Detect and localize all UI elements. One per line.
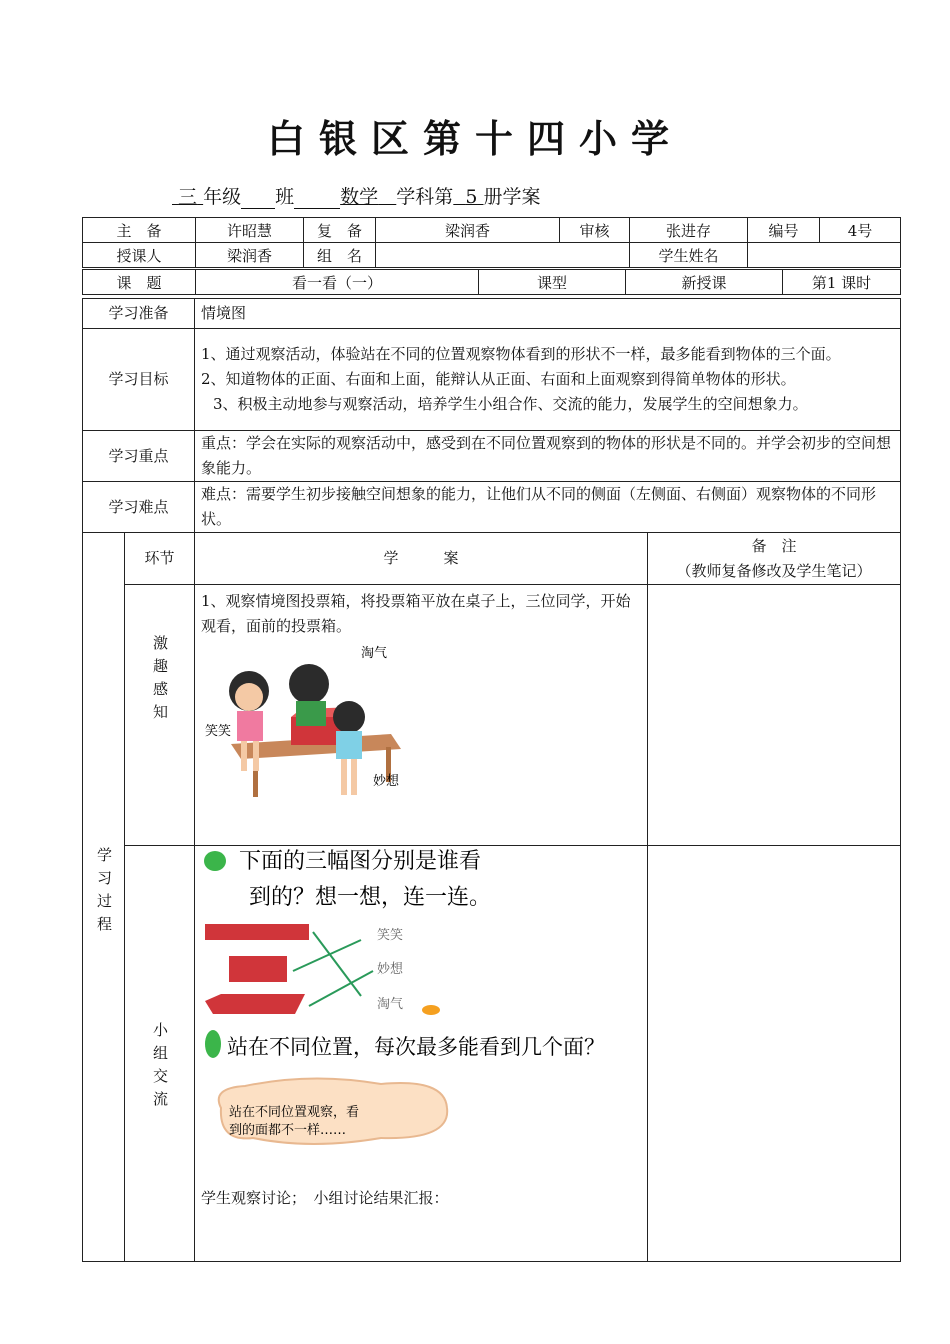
goals-list <box>195 329 901 431</box>
q1-line2: 到的？想一想，连一连。 <box>249 885 492 910</box>
goal-item: 3、积极主动地参与观察活动，培养学生小组合作、交流的能力，发展学生的空间想象力。 <box>213 395 808 413</box>
goal-item: 2、知道物体的正面、右面和上面，能辩认从正面、右面和上面观察到得简单物体的形状。 <box>201 370 796 388</box>
kexing-value: 新授课 <box>626 270 783 295</box>
col-note: 备 注 （教师复备修改及学生笔记） <box>648 533 901 585</box>
difficulty-label: 学习难点 <box>83 482 195 533</box>
front-view-icon <box>229 956 287 982</box>
prep-label: 学习准备 <box>83 299 195 329</box>
zuming-value <box>376 243 630 268</box>
kexing-label: 课型 <box>479 270 626 295</box>
q1-line1: 下面的三幅图分别是谁看 <box>239 849 482 874</box>
scene-illustration <box>201 639 641 809</box>
prep-value: 情境图 <box>195 299 901 329</box>
fubei-value: 梁润香 <box>376 218 560 243</box>
bubble-line1: 站在不同位置观察，看 <box>229 1105 360 1120</box>
stage2-label: 小组交流 <box>125 846 195 1262</box>
keshi-value: 第1 课时 <box>783 270 901 295</box>
process-label: 学习过程 <box>83 533 125 1262</box>
student-label: 学生姓名 <box>630 243 748 268</box>
page-title: 白银区第十四小学 <box>266 116 683 161</box>
name-taoqi: 淘气 <box>361 646 388 661</box>
goals-label: 学习目标 <box>83 329 195 431</box>
bianhao-label: 编号 <box>748 218 820 243</box>
stage2-content <box>195 846 648 1262</box>
bubble-line2: 到的面都不一样…… <box>229 1123 347 1138</box>
main-table <box>82 298 901 1262</box>
q2-text: 站在不同位置，每次最多能看到几个面？ <box>227 1035 606 1059</box>
name-xiaoxiao: 笑笑 <box>205 724 232 739</box>
key-label: 学习重点 <box>83 431 195 482</box>
col-stage: 环节 <box>125 533 195 585</box>
stage1-label: 激趣感知 <box>125 585 195 846</box>
keti-label: 课 题 <box>83 270 196 295</box>
zhubei-value: 许昭慧 <box>196 218 304 243</box>
fubei-label: 复 备 <box>304 218 376 243</box>
lesson-table <box>82 269 901 295</box>
zhubei-label: 主 备 <box>83 218 196 243</box>
stage1-note <box>648 585 901 846</box>
subject: 数学 <box>340 186 379 208</box>
grade: 三 <box>178 186 198 208</box>
bianhao-value: 4号 <box>820 218 901 243</box>
stage1-content <box>195 585 648 846</box>
col-plan: 学 案 <box>195 533 648 585</box>
shenhe-label: 审核 <box>560 218 630 243</box>
side-view-icon <box>205 994 305 1014</box>
discussion-text: 学生观察讨论； 小组讨论结果汇报： <box>201 1189 449 1207</box>
q1-name-miaoxiang: 妙想 <box>377 962 404 977</box>
shouke-value: 梁润香 <box>196 243 304 268</box>
exercise-figure <box>201 846 641 1186</box>
subtitle: 三 年级 班 数学 学科第 5 册学案 <box>172 182 541 209</box>
name-miaoxiang: 妙想 <box>373 774 400 789</box>
key-value: 重点：学会在实际的观察活动中，感受到在不同位置观察到的物体的形状是不同的。并学会初步的空间想象能力。 <box>195 431 901 482</box>
q1-name-xiaoxiao: 笑笑 <box>377 928 404 943</box>
shenhe-value: 张进存 <box>630 218 748 243</box>
shouke-label: 授课人 <box>83 243 196 268</box>
q1-name-taoqi: 淘气 <box>377 997 404 1012</box>
difficulty-value: 难点：需要学生初步接触空间想象的能力，让他们从不同的侧面（左侧面、右侧面）观察物体的不同形状。 <box>195 482 901 533</box>
stage1-text: 1、观察情境图投票箱，将投票箱平放在桌子上，三位同学，开始观看，面前的投票箱。 <box>201 592 631 635</box>
children-ballot-box-image <box>201 639 421 809</box>
volume: 5 <box>465 186 478 208</box>
goal-item: 1、通过观察活动，体验站在不同的位置观察物体看到的形状不一样，最多能看到物体的三个面。 <box>201 345 841 363</box>
top-view-icon <box>205 924 309 940</box>
exercise-image <box>201 846 641 1186</box>
stage2-note <box>648 846 901 1262</box>
student-value <box>748 243 901 268</box>
zuming-label: 组 名 <box>304 243 376 268</box>
header-table <box>82 217 901 268</box>
keti-value: 看一看（一） <box>196 270 479 295</box>
